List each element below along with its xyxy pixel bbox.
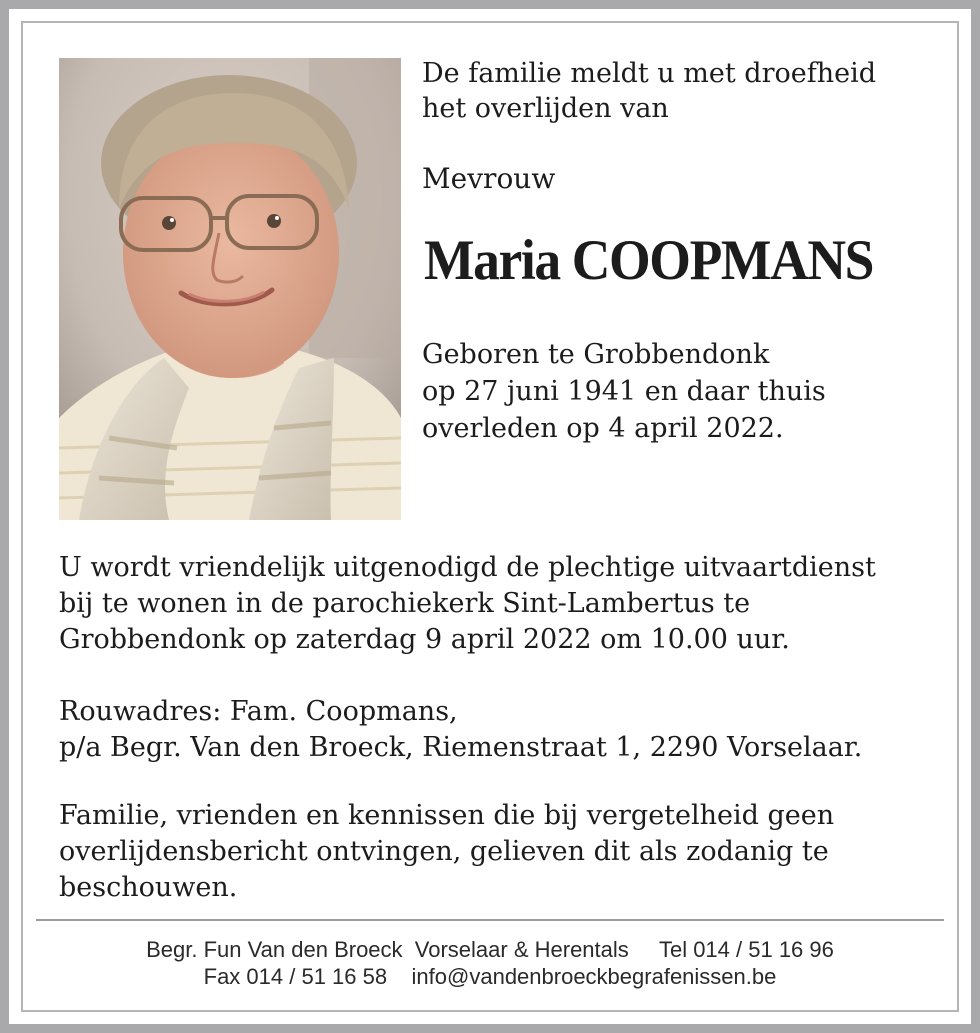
closing-note [59,798,834,906]
born-line: op 27 juni 1941 en daar thuis [422,376,826,407]
footer-company: Begr. Fun Van den Broeck [146,937,403,962]
service-invitation [59,550,876,658]
intro-text [422,56,876,126]
footer-email[interactable]: info@vandenbroeckbegrafenissen.be [411,964,777,989]
funeral-home-footer [0,936,980,990]
address-line: p/a Begr. Van den Broeck, Riemenstraat 1, 2290 Vorselaar. [59,732,863,763]
mourning-address [59,694,862,766]
salutation: Mevrouw [422,162,556,195]
closing-line: Familie, vrienden en kennissen die bij vergetelheid geen [59,800,835,831]
portrait-photo [59,58,401,520]
service-line: bij te wonen in de parochiekerk Sint-Lambertus te [59,588,751,619]
footer-locations: Vorselaar & Herentals [414,937,629,962]
born-line: Geboren te Grobbendonk [422,339,770,370]
intro-line: het overlijden van [422,93,669,124]
footer-fax: Fax 014 / 51 16 58 [203,964,388,989]
address-line: Rouwadres: Fam. Coopmans, [59,696,458,727]
birth-death-text [422,336,826,447]
closing-line: overlijdensbericht ontvingen, gelieven dit als zodanig te [59,836,829,867]
closing-line: beschouwen. [59,872,238,903]
deceased-name: Maria COOPMANS [424,229,874,292]
born-line: overleden op 4 april 2022. [422,413,784,444]
footer-divider [36,919,944,921]
intro-line: De familie meldt u met droefheid [422,58,876,89]
service-line: Grobbendonk op zaterdag 9 april 2022 om 10.00 uur. [59,624,790,655]
service-line: U wordt vriendelijk uitgenodigd de plechtige uitvaartdienst [59,552,876,583]
footer-tel: Tel 014 / 51 16 96 [658,937,834,962]
